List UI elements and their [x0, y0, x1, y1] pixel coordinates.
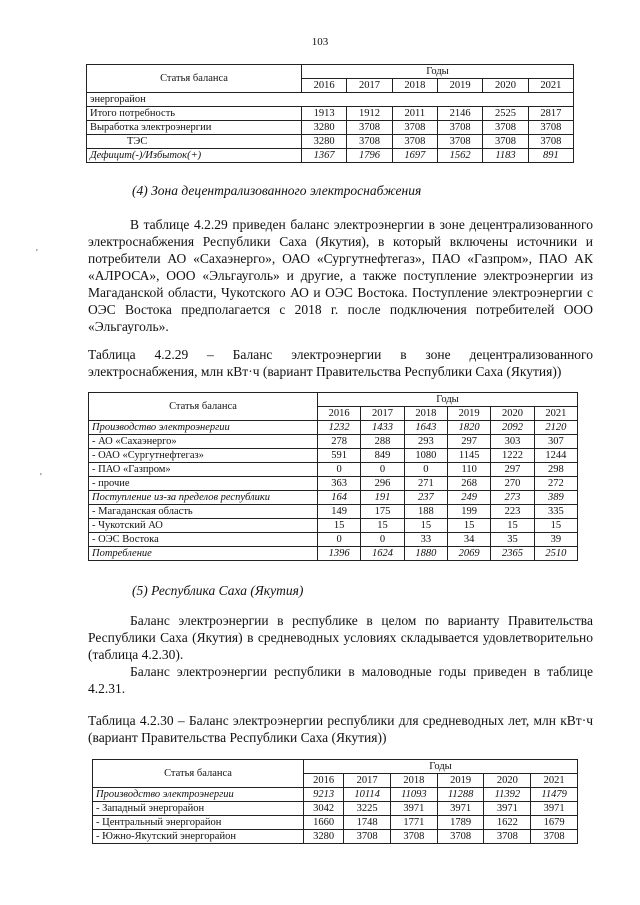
- cell-value: 1562: [437, 149, 482, 163]
- cell-value: 3708: [392, 135, 437, 149]
- cell-value: 1367: [302, 149, 347, 163]
- year-header: 2021: [534, 407, 577, 421]
- table-label-header: Статья баланса: [87, 65, 302, 93]
- cell-value: 1697: [392, 149, 437, 163]
- section-heading-5: (5) Республика Саха (Якутия): [132, 583, 304, 598]
- cell-value: 33: [404, 533, 447, 547]
- year-header: 2021: [528, 79, 573, 93]
- row-label: Поступление из-за пределов республики: [89, 491, 318, 505]
- cell-value: 1913: [302, 107, 347, 121]
- cell-value: 2120: [534, 421, 577, 435]
- year-header: 2020: [483, 79, 528, 93]
- row-label: энергорайон: [87, 93, 574, 107]
- cell-value: 11392: [484, 788, 531, 802]
- row-label: - прочие: [89, 477, 318, 491]
- table-row: [87, 107, 574, 121]
- cell-value: 1222: [491, 449, 534, 463]
- cell-value: 591: [318, 449, 361, 463]
- cell-value: 11093: [391, 788, 438, 802]
- row-label: Потребление: [89, 547, 318, 561]
- cell-value: 10114: [344, 788, 391, 802]
- cell-value: 297: [491, 463, 534, 477]
- cell-value: 1748: [344, 816, 391, 830]
- cell-value: 297: [447, 435, 490, 449]
- margin-mark: ': [40, 472, 42, 483]
- cell-value: 271: [404, 477, 447, 491]
- row-label: Производство электроэнергии: [89, 421, 318, 435]
- cell-value: 1679: [531, 816, 578, 830]
- table-row: [89, 547, 578, 561]
- table-row: [89, 435, 578, 449]
- cell-value: 15: [491, 519, 534, 533]
- row-label: - ОЭС Востока: [89, 533, 318, 547]
- cell-value: 296: [361, 477, 404, 491]
- row-label: - Центральный энергорайон: [93, 816, 304, 830]
- cell-value: 1643: [404, 421, 447, 435]
- row-label: ТЭС: [87, 135, 302, 149]
- cell-value: 3042: [304, 802, 344, 816]
- table-caption-4-2-29: Таблица 4.2.29 – Баланс электроэнергии в зоне децентрализованного электроснабжения, млн кВт·ч (вариант Правительства Республики Саха (Якутия)): [88, 347, 593, 379]
- table-row: [87, 93, 574, 107]
- year-header: 2017: [344, 774, 391, 788]
- year-header: 2019: [447, 407, 490, 421]
- year-header: 2021: [531, 774, 578, 788]
- table-row: [87, 149, 574, 163]
- cell-value: 0: [404, 463, 447, 477]
- year-header: 2018: [404, 407, 447, 421]
- cell-value: 149: [318, 505, 361, 519]
- cell-value: 3280: [302, 135, 347, 149]
- row-label: - ПАО «Газпром»: [89, 463, 318, 477]
- year-header: 2016: [304, 774, 344, 788]
- cell-value: 15: [318, 519, 361, 533]
- table-row: [89, 477, 578, 491]
- table-row: [89, 519, 578, 533]
- cell-value: 3708: [437, 121, 482, 135]
- row-label: - Западный энергорайон: [93, 802, 304, 816]
- row-label: - ОАО «Сургутнефтегаз»: [89, 449, 318, 463]
- cell-value: 3708: [531, 830, 578, 844]
- cell-value: 1622: [484, 816, 531, 830]
- cell-value: 199: [447, 505, 490, 519]
- cell-value: 2510: [534, 547, 577, 561]
- cell-value: 0: [361, 463, 404, 477]
- cell-value: 3708: [528, 135, 573, 149]
- cell-value: 15: [447, 519, 490, 533]
- cell-value: 3971: [391, 802, 438, 816]
- cell-value: 2092: [491, 421, 534, 435]
- balance-table-continuation: [86, 64, 574, 163]
- year-header: 2016: [318, 407, 361, 421]
- cell-value: 3708: [391, 830, 438, 844]
- cell-value: 223: [491, 505, 534, 519]
- cell-value: 1880: [404, 547, 447, 561]
- year-header: 2016: [302, 79, 347, 93]
- year-header: 2020: [491, 407, 534, 421]
- table-row: [89, 421, 578, 435]
- cell-value: 15: [361, 519, 404, 533]
- table-years-header: Годы: [318, 393, 578, 407]
- cell-value: 3708: [484, 830, 531, 844]
- cell-value: 891: [528, 149, 573, 163]
- table-years-header: Годы: [304, 760, 578, 774]
- table-years-header: Годы: [302, 65, 574, 79]
- cell-value: 2146: [437, 107, 482, 121]
- cell-value: 268: [447, 477, 490, 491]
- cell-value: 15: [404, 519, 447, 533]
- row-label: Выработка электроэнергии: [87, 121, 302, 135]
- cell-value: 3280: [302, 121, 347, 135]
- cell-value: 3708: [392, 121, 437, 135]
- year-header: 2017: [347, 79, 392, 93]
- cell-value: 3971: [437, 802, 484, 816]
- cell-value: 1433: [361, 421, 404, 435]
- cell-value: 335: [534, 505, 577, 519]
- cell-value: 272: [534, 477, 577, 491]
- cell-value: 34: [447, 533, 490, 547]
- table-caption-4-2-30: Таблица 4.2.30 – Баланс электроэнергии республики для средневодных лет, млн кВт·ч (вариант Правительства Республики Саха (Якутия)): [88, 713, 593, 745]
- table-row: [87, 135, 574, 149]
- cell-value: 0: [318, 533, 361, 547]
- cell-value: 15: [534, 519, 577, 533]
- table-label-header: Статья баланса: [89, 393, 318, 421]
- table-row: [93, 788, 578, 802]
- cell-value: 363: [318, 477, 361, 491]
- cell-value: 164: [318, 491, 361, 505]
- table-label-header: Статья баланса: [93, 760, 304, 788]
- section5-paragraph-2: Баланс электроэнергии республики в маловодные годы приведен в таблице 4.2.31.: [88, 664, 593, 696]
- table-row: [93, 802, 578, 816]
- cell-value: 1232: [318, 421, 361, 435]
- cell-value: 1244: [534, 449, 577, 463]
- cell-value: 2069: [447, 547, 490, 561]
- cell-value: 278: [318, 435, 361, 449]
- row-label: - Чукотский АО: [89, 519, 318, 533]
- cell-value: 191: [361, 491, 404, 505]
- cell-value: 3708: [347, 121, 392, 135]
- table-row: [89, 505, 578, 519]
- table-row: [89, 491, 578, 505]
- cell-value: 3971: [484, 802, 531, 816]
- year-header: 2018: [392, 79, 437, 93]
- cell-value: 1183: [483, 149, 528, 163]
- cell-value: 1820: [447, 421, 490, 435]
- cell-value: 175: [361, 505, 404, 519]
- cell-value: 1080: [404, 449, 447, 463]
- table-row: [89, 533, 578, 547]
- cell-value: 1660: [304, 816, 344, 830]
- row-label: - Южно-Якутский энергорайон: [93, 830, 304, 844]
- cell-value: 0: [318, 463, 361, 477]
- cell-value: 3225: [344, 802, 391, 816]
- cell-value: 2011: [392, 107, 437, 121]
- cell-value: 35: [491, 533, 534, 547]
- cell-value: 3708: [347, 135, 392, 149]
- balance-table-4-2-30: [92, 759, 578, 844]
- table-row: [89, 463, 578, 477]
- cell-value: 3708: [437, 135, 482, 149]
- cell-value: 1912: [347, 107, 392, 121]
- cell-value: 110: [447, 463, 490, 477]
- row-label: - Магаданская область: [89, 505, 318, 519]
- cell-value: 3280: [304, 830, 344, 844]
- cell-value: 389: [534, 491, 577, 505]
- cell-value: 2817: [528, 107, 573, 121]
- cell-value: 188: [404, 505, 447, 519]
- cell-value: 3708: [483, 121, 528, 135]
- year-header: 2019: [437, 79, 482, 93]
- section-heading-4: (4) Зона децентрализованного электроснабжения: [132, 183, 422, 198]
- cell-value: 3708: [437, 830, 484, 844]
- year-header: 2019: [437, 774, 484, 788]
- cell-value: 298: [534, 463, 577, 477]
- cell-value: 270: [491, 477, 534, 491]
- year-header: 2018: [391, 774, 438, 788]
- cell-value: 288: [361, 435, 404, 449]
- cell-value: 0: [361, 533, 404, 547]
- cell-value: 11479: [531, 788, 578, 802]
- year-header: 2017: [361, 407, 404, 421]
- cell-value: 2365: [491, 547, 534, 561]
- cell-value: 1396: [318, 547, 361, 561]
- cell-value: 2525: [483, 107, 528, 121]
- cell-value: 3708: [344, 830, 391, 844]
- cell-value: 293: [404, 435, 447, 449]
- cell-value: 307: [534, 435, 577, 449]
- cell-value: 849: [361, 449, 404, 463]
- year-header: 2020: [484, 774, 531, 788]
- cell-value: 249: [447, 491, 490, 505]
- section5-paragraph-1: Баланс электроэнергии в республике в целом по варианту Правительства Республики Саха (Якутия) в средневодных условиях складывается удовлетворительно (таблица 4.2.30).: [88, 613, 593, 662]
- cell-value: 303: [491, 435, 534, 449]
- cell-value: 39: [534, 533, 577, 547]
- cell-value: 1624: [361, 547, 404, 561]
- cell-value: 1145: [447, 449, 490, 463]
- row-label: Итого потребность: [87, 107, 302, 121]
- cell-value: 237: [404, 491, 447, 505]
- cell-value: 3708: [483, 135, 528, 149]
- cell-value: 1771: [391, 816, 438, 830]
- row-label: Дефицит(-)/Избыток(+): [87, 149, 302, 163]
- cell-value: 1789: [437, 816, 484, 830]
- balance-table-4-2-29: [88, 392, 578, 561]
- cell-value: 273: [491, 491, 534, 505]
- cell-value: 3708: [528, 121, 573, 135]
- row-label: Производство электроэнергии: [93, 788, 304, 802]
- cell-value: 1796: [347, 149, 392, 163]
- table-row: [89, 449, 578, 463]
- cell-value: 3971: [531, 802, 578, 816]
- cell-value: 9213: [304, 788, 344, 802]
- table-row: [87, 121, 574, 135]
- table-row: [93, 816, 578, 830]
- row-label: - АО «Сахаэнерго»: [89, 435, 318, 449]
- table-row: [93, 830, 578, 844]
- page-number: 103: [311, 36, 329, 48]
- section4-paragraph: В таблице 4.2.29 приведен баланс электроэнергии в зоне децентрализованного электроснабжения Республики Саха (Якутия), в который включены источники и потребители АО «Сахаэнерго», ОАО «Сургутнефтегаз», ПАО «Газпром», ПАО АК «АЛРОСА», ООО «Эльгауголь» и другие, а также поступление электроэнергии из Магаданской области, Чукотского АО и ОЭС Востока. Поступление электроэнергии с ОЭС Востока предполагается с 2018 г. после подключения потребителей ООО «Эльгауголь».: [88, 217, 593, 334]
- cell-value: 11288: [437, 788, 484, 802]
- margin-mark: ': [36, 248, 38, 259]
